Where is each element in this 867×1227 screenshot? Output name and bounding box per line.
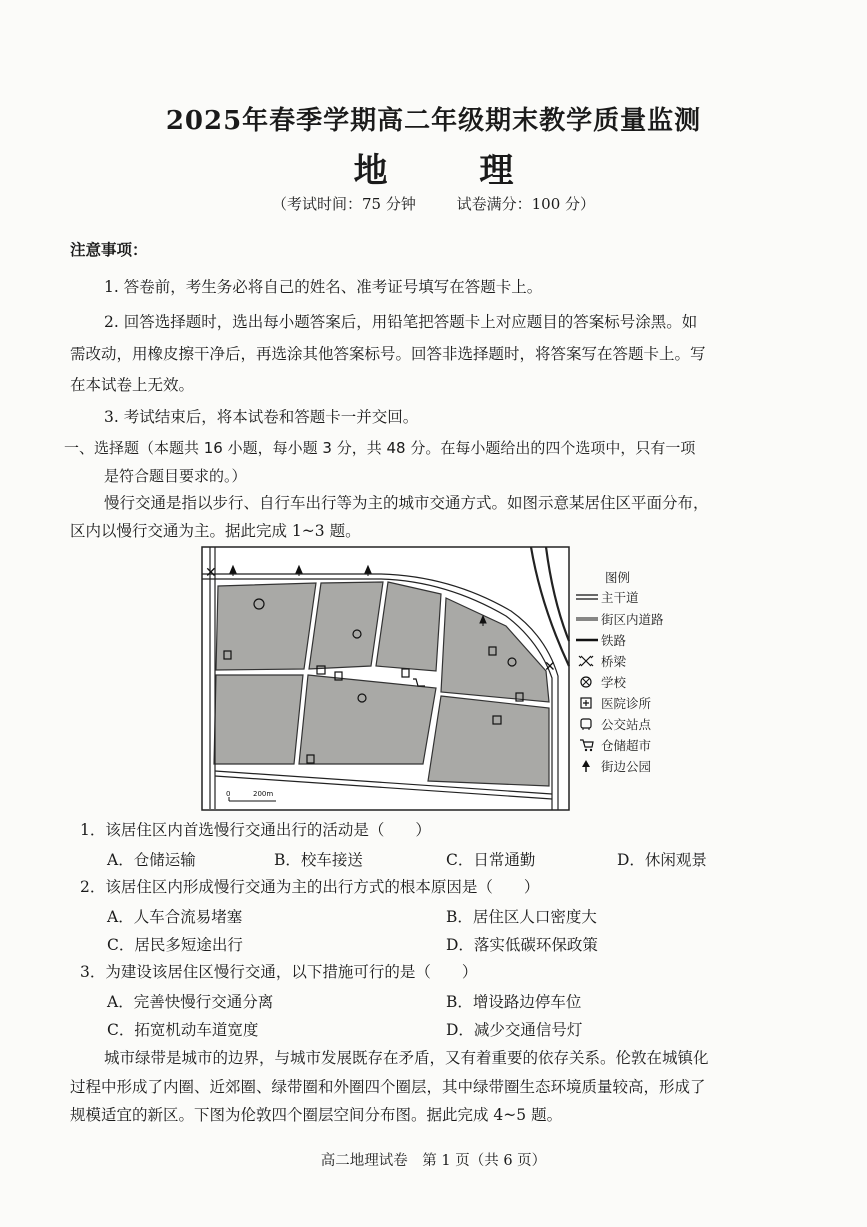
legend-item-bus-stop: 公交站点	[575, 715, 651, 733]
q3-option-b: B．增设路边停车位	[446, 993, 582, 1011]
legend-item-railway: 铁路	[575, 631, 626, 649]
section-heading: 一、选择题（本题共 16 小题，每小题 3 分，共 48 分。在每小题给出的四个选项中，只有一项	[64, 439, 696, 457]
question-3-stem: 3．为建设该居住区慢行交通，以下措施可行的是（ ）	[80, 963, 478, 981]
legend-item-supermarket: 仓储超市	[575, 736, 651, 754]
legend-item-hospital: 医院诊所	[575, 694, 651, 712]
question-1-stem: 1．该居住区内首选慢行交通出行的活动是（ ）	[80, 821, 431, 839]
notice-item-2-cont: 需改动，用橡皮擦干净后，再选涂其他答案标号。回答非选择题时，将答案写在答题卡上。写	[70, 345, 706, 363]
subject-title: 地 理	[353, 151, 554, 191]
svg-text:✕: ✕	[544, 659, 556, 675]
passage-2-line-3: 规模适宜的新区。下图为伦敦四个圈层空间分布图。据此完成 4~5 题。	[70, 1106, 563, 1124]
block-2	[309, 582, 383, 669]
district-road-symbol	[575, 612, 599, 626]
hospital-icon	[575, 696, 599, 710]
park-icon	[575, 759, 599, 773]
block-7	[428, 696, 549, 786]
legend-item-district-road: 街区内道路	[575, 610, 664, 628]
notice-item-2-end: 在本试卷上无效。	[70, 376, 195, 394]
bridge-icon	[575, 654, 599, 668]
question-2-stem: 2．该居住区内形成慢行交通为主的出行方式的根本原因是（ ）	[80, 878, 540, 896]
scale-zero: 0	[226, 790, 231, 798]
q3-option-a: A．完善快慢行交通分离	[107, 993, 274, 1011]
legend-item-main-road: 主干道	[575, 588, 639, 606]
exam-title: 2025年春季学期高二年级期末教学质量监测	[165, 106, 702, 136]
passage-intro: 慢行交通是指以步行、自行车出行等为主的城市交通方式。如图示意某居住区平面分布，	[104, 494, 709, 512]
passage-2-line-2: 过程中形成了内圈、近郊圈、绿带圈和外圈四个圈层，其中绿带圈生态环境质量较高，形成了	[70, 1078, 706, 1096]
legend-title: 图例	[605, 570, 631, 585]
block-3	[376, 582, 441, 671]
notice-heading: 注意事项：	[70, 240, 148, 259]
section-heading-cont: 是符合题目要求的。）	[104, 467, 247, 485]
supermarket-icon	[575, 738, 599, 752]
block-5	[214, 675, 303, 764]
page-footer: 高二地理试卷 第 1 页（共 6 页）	[320, 1153, 547, 1169]
notice-item-1: 1. 答卷前，考生务必将自己的姓名、准考证号填写在答题卡上。	[104, 278, 543, 296]
q1-option-c: C．日常通勤	[446, 851, 536, 869]
exam-score: 试卷满分：100 分）	[456, 195, 596, 213]
q2-option-d: D．落实低碳环保政策	[446, 936, 598, 954]
railway-symbol	[575, 633, 599, 647]
bus-stop-icon	[575, 717, 599, 731]
q2-option-a: A．人车合流易堵塞	[107, 908, 243, 926]
exam-meta	[0, 193, 867, 214]
exam-time: （考试时间：75 分钟	[271, 195, 416, 213]
q3-option-c: C．拓宽机动车道宽度	[107, 1021, 259, 1039]
q1-option-b: B．校车接送	[274, 851, 363, 869]
block-6	[299, 675, 436, 764]
main-road-symbol	[575, 590, 599, 604]
q2-option-c: C．居民多短途出行	[107, 936, 243, 954]
passage-intro-cont: 区内以慢行交通为主。据此完成 1~3 题。	[70, 522, 361, 540]
school-icon	[575, 675, 599, 689]
notice-item-3: 3. 考试结束后，将本试卷和答题卡一并交回。	[104, 408, 419, 426]
notice-item-2: 2. 回答选择题时，选出每小题答案后，用铅笔把答题卡上对应题目的答案标号涂黑。如	[104, 313, 698, 331]
q3-option-d: D．减少交通信号灯	[446, 1021, 583, 1039]
q2-option-b: B．居住区人口密度大	[446, 908, 597, 926]
svg-text:✕: ✕	[205, 565, 217, 581]
q1-option-a: A．仓储运输	[107, 851, 196, 869]
passage-2-line-1: 城市绿带是城市的边界，与城市发展既存在矛盾，又有着重要的依存关系。伦敦在城镇化	[104, 1049, 709, 1067]
q1-option-d: D．休闲观景	[617, 851, 707, 869]
legend-item-school: 学校	[575, 673, 626, 691]
scale-label: 200m	[253, 790, 274, 798]
legend-item-bridge: 桥梁	[575, 652, 626, 670]
legend-item-park: 街边公园	[575, 757, 651, 775]
